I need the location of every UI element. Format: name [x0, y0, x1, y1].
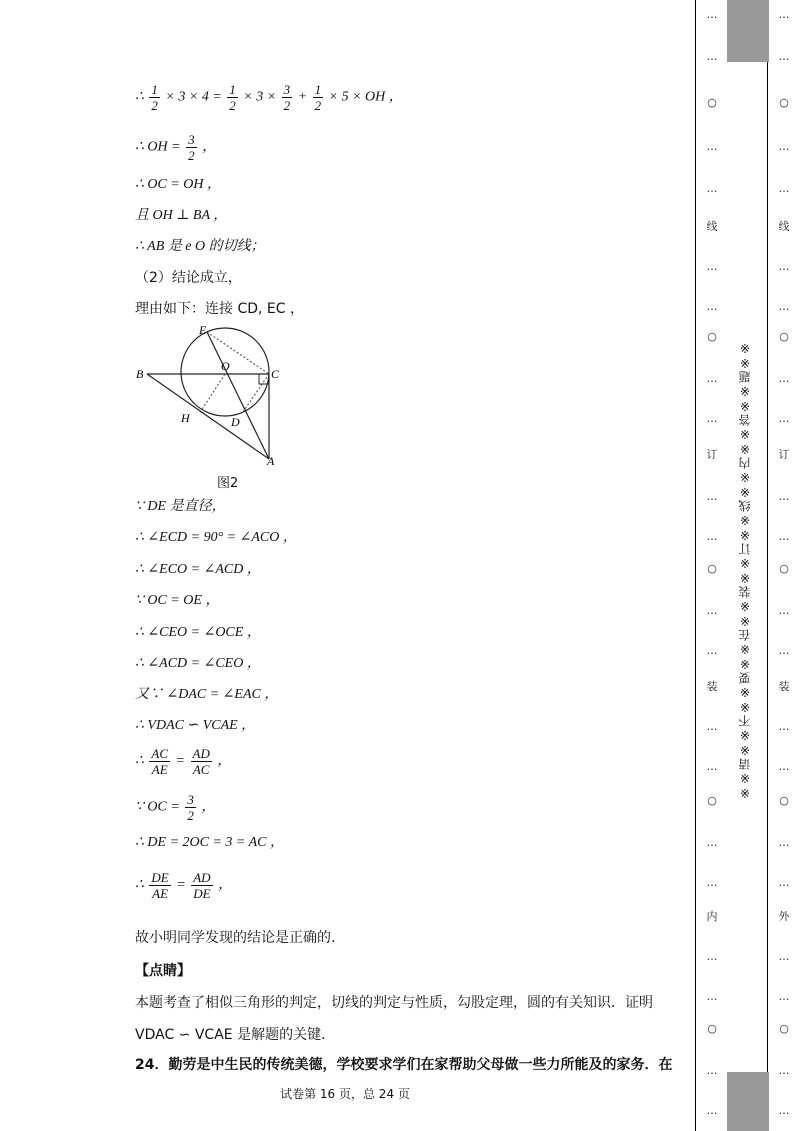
char-ding: 订 [706, 448, 718, 461]
eq-angle-acd: ∴ ∠ACD = ∠CEO ， [135, 656, 261, 671]
tip-text-2: VDAC ∽ VCAE 是解题的关键． [135, 1027, 336, 1043]
dots: … [706, 8, 718, 21]
line-dc [243, 374, 269, 412]
label-a: A [267, 454, 275, 467]
eq-angle-eco: ∴ ∠ECO = ∠ACD ， [135, 562, 261, 577]
outer-char-zhuang: 装 [778, 680, 790, 693]
tip-text: 本题考查了相似三角形的判定，切线的判定与性质，勾股定理，圆的有关知识．证明 [135, 995, 653, 1011]
eq-similar: ∴ VDAC ∽ VCAE ， [135, 718, 256, 733]
char-zhuang: 装 [706, 680, 718, 693]
eq-de-diameter: ∵ DE 是直径， [135, 499, 226, 514]
margin-border-left [695, 0, 696, 1131]
label-d: D [231, 415, 240, 429]
margin-gray-top [727, 0, 769, 62]
binding-notice [736, 340, 756, 800]
line-ec [207, 332, 269, 374]
eq-perpendicular: 且 OH ⊥ BA ， [135, 208, 228, 223]
label-h: H [181, 411, 190, 425]
geometry-figure [135, 322, 295, 492]
outer-char-ding: 订 [778, 448, 790, 461]
margin-border-right [767, 0, 768, 1131]
eq-angle-ceo: ∴ ∠CEO = ∠OCE ， [135, 625, 261, 640]
page-footer: 试卷第 16 页，总 24 页 [280, 1087, 410, 1101]
inner-binding-column: … … ○ … … 线 … … ○ … … 订 … … ○ … … 装 … … ○ … … 内 … … ○ … … [700, 0, 724, 1131]
eq-angle-ecd: ∴ ∠ECD = 90° = ∠ACO ， [135, 530, 297, 545]
part2-conclusion: （2）结论成立， [135, 270, 242, 286]
label-o: O [221, 359, 230, 373]
reason-intro: 理由如下：连接 CD, EC ， [135, 301, 304, 317]
outer-binding-column: … … ○ … … 线 … … ○ … … 订 … … ○ … … 装 … … ○ … … 外 … … ○ … … [772, 0, 796, 1131]
conclusion-text: 故小明同学发现的结论是正确的. [135, 930, 336, 946]
line-oh [199, 374, 225, 414]
label-e: E [199, 323, 207, 337]
eq-oc-oh: ∴ OC = OH ， [135, 177, 222, 192]
eq-de-value: ∴ DE = 2OC = 3 = AC ， [135, 835, 284, 850]
figure-caption: 图2 [217, 476, 239, 491]
line-ba [147, 374, 269, 459]
eq-ratio-1: ∴ $\frac{AC}{AE}$ = $\frac{AD}{AC}$ ， [135, 746, 232, 777]
eq-oc-oe: ∵ OC = OE ， [135, 593, 220, 608]
eq-angle-dac: 又∵ ∠DAC = ∠EAC ， [135, 687, 279, 702]
line-ea [207, 332, 269, 459]
char-nei: 内 [706, 910, 718, 923]
margin-gray-bottom [727, 1072, 769, 1131]
label-b: B [136, 367, 144, 381]
outer-char-wai: 外 [778, 910, 790, 923]
label-c: C [271, 367, 280, 381]
eq-area-relation: ∴ $\frac{1}{2}$ × 3 × 4 = $\frac{1}{2}$ × 3 × $\frac{3}{2}$ + $\frac{1}{2}$ × 5 × OH ， [135, 82, 403, 113]
eq-tangent: ∴ AB 是 e O 的切线； [135, 239, 265, 254]
eq-oh-value: ∴ OH = $\frac{3}{2}$ ， [135, 132, 217, 163]
figure-svg [135, 322, 295, 467]
tip-heading: 【点睛】 [135, 963, 191, 979]
eq-ratio-2: ∴ $\frac{DE}{AE}$ = $\frac{AD}{DE}$ ， [135, 870, 233, 901]
eq-oc-value: ∵ OC = $\frac{3}{2}$ ， [135, 792, 216, 823]
outer-char-xian: 线 [778, 220, 790, 233]
binding-notice-text: ※※请※※不※※要※※在※※装※※订※※线※※内※※答※※题※※ [738, 340, 752, 800]
char-xian: 线 [706, 220, 718, 233]
question-24: 24．勤劳是中生民的传统美德，学校要求学们在家帮助父母做一些力所能及的家务．在 [135, 1057, 673, 1073]
circle-mark: ○ [707, 96, 717, 109]
